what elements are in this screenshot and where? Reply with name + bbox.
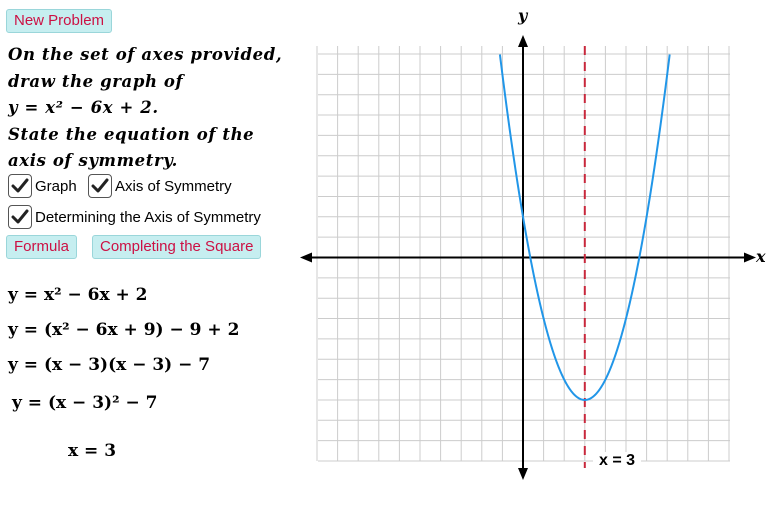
graph-checkbox-label: Graph (35, 177, 77, 195)
y-axis-up-arrow-icon (518, 35, 528, 47)
y-axis-down-arrow-icon (518, 468, 528, 480)
work-result: x = 3 (68, 441, 117, 461)
axis-of-symmetry-checkbox-label: Axis of Symmetry (115, 177, 232, 195)
prompt-line-5: axis of symmetry. (8, 151, 178, 170)
prompt-equation: y = x² − 6x + 2. (8, 98, 159, 117)
y-axis-label: y (518, 6, 528, 25)
completing-square-button[interactable]: Completing the Square (92, 235, 261, 259)
x-axis-label: x (756, 247, 766, 266)
work-step-2: y = (x² − 6x + 9) − 9 + 2 (8, 320, 240, 340)
x-axis-left-arrow-icon (300, 253, 312, 263)
work-step-1: y = x² − 6x + 2 (8, 285, 148, 305)
axis-of-symmetry-annotation: x = 3 (593, 452, 641, 470)
x-axis-right-arrow-icon (744, 253, 756, 263)
determining-axis-checkbox-label: Determining the Axis of Symmetry (35, 208, 261, 226)
work-step-4: y = (x − 3)² − 7 (12, 393, 158, 413)
new-problem-button[interactable]: New Problem (6, 9, 112, 33)
prompt-line-4: State the equation of the (8, 124, 255, 144)
prompt-line-2: draw the graph of (8, 71, 184, 91)
prompt-line-1: On the set of axes provided, (8, 45, 283, 64)
formula-button[interactable]: Formula (6, 235, 77, 259)
work-step-3: y = (x − 3)(x − 3) − 7 (8, 355, 211, 375)
